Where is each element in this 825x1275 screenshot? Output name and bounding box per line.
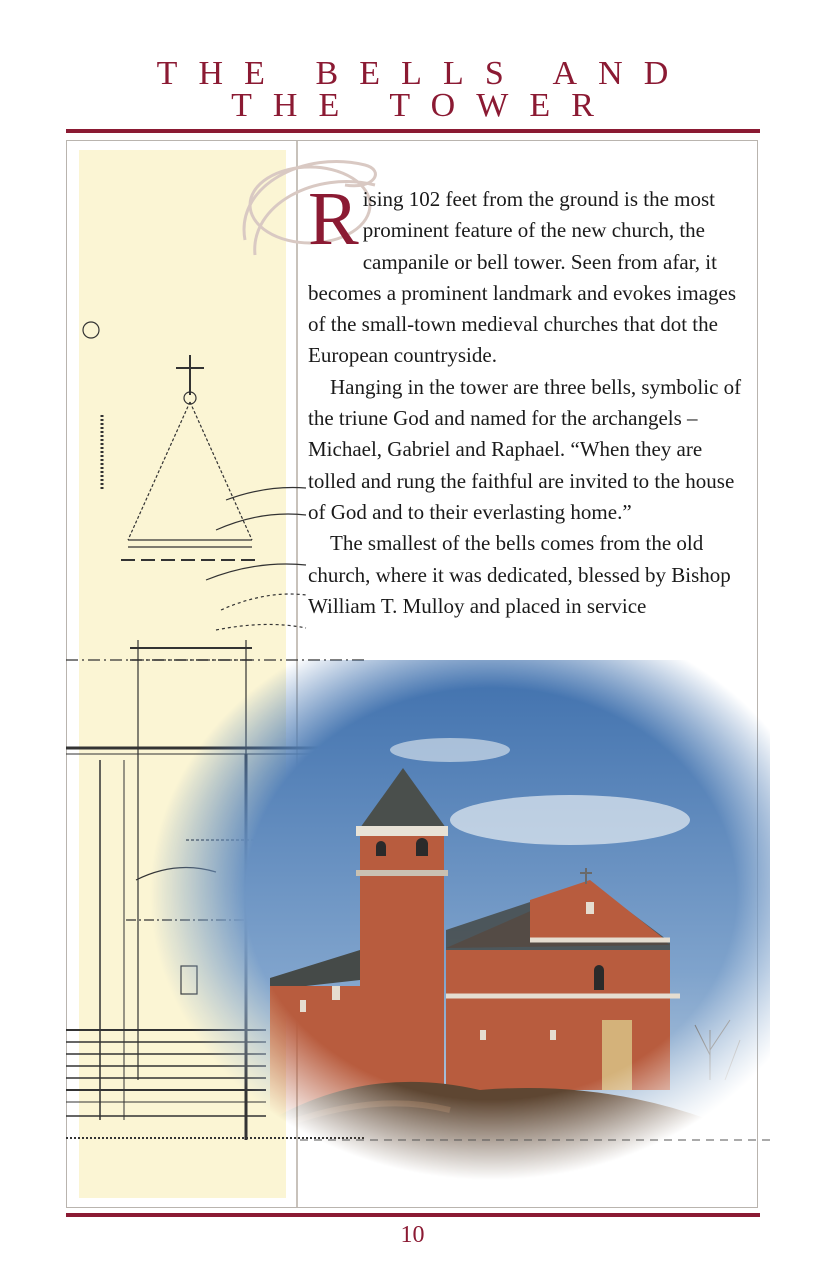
church-photo [150,660,770,1180]
title-line-2: THE TOWER [231,87,616,124]
paragraph-2: Hanging in the tower are three bells, symbolic of the triune God and named for the archangels – Michael, Gabriel and Raphael. “When they are tolled and rung the faithful are invited to the house of God and to their everlasting home.” [308,374,742,524]
paragraph-1-text: ising 102 feet from the ground is the most prominent feature of the new church, the campanile or bell tower. Seen from afar, it becomes a prominent landmark and evokes images of the small-town medieval churches that dot the European countryside. [308,187,737,368]
article-body [308,177,748,622]
page-title [0,55,825,124]
bottom-rule [66,1213,760,1217]
page-number: 10 [400,1222,425,1248]
top-rule [66,129,760,133]
paragraph-3: The smallest of the bells comes from the old church, where it was dedicated, blessed by Bishop William T. Mulloy and placed in service [308,531,731,618]
paragraph-1 [308,177,748,372]
drop-cap: R [308,177,359,261]
title-line-1: THE BELLS AND [156,55,690,92]
